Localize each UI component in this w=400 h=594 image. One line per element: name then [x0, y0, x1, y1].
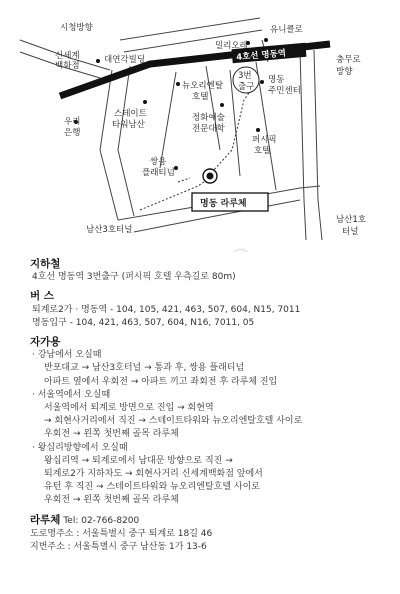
bus-line-1: 퇴계로2가 · 명동역 - 104, 105, 421, 463, 507, 604, N15, 7011: [32, 304, 301, 315]
route-step: 서울역에서 퇴계로 방면으로 진입 → 회현역: [44, 403, 214, 414]
destination-marker: [192, 169, 268, 211]
route-step: 우회전 → 왼쪽 첫번째 골목 라루체: [44, 429, 179, 440]
label-shinsegae-1: 신세계: [55, 51, 80, 61]
route-step: 퇴계로2가 지하차도 → 회현사거리 신세계백화점 앞에서: [44, 469, 263, 480]
label-woori-1: 우리: [64, 117, 81, 127]
subway-line-label: 4호선 명동역: [235, 48, 287, 63]
label-city-hall: 시청방향: [60, 23, 93, 33]
watermark: [147, 247, 261, 252]
label-namsan1-1: 남산1호: [336, 215, 367, 225]
route-heading: · 왕십리방향에서 오실때: [32, 442, 128, 453]
subway-line: 4호선 명동역 3번출구 (퍼시픽 호텔 우측길로 80m): [32, 272, 236, 283]
route-step: 유턴 후 직진 → 스테이트타워와 뉴오리엔탈호텔 사이로: [44, 482, 260, 493]
label-uniqlo: 유니클로: [270, 25, 303, 35]
label-jeonghwa-2: 전문대학: [192, 124, 225, 134]
label-shinsegae-2: 백화점: [55, 61, 80, 71]
route-step: → 회현사거리에서 직진 → 스테이트타워와 뉴오리엔탈호텔 사이로: [44, 416, 303, 427]
bus-line-2: 명동입구 - 104, 421, 463, 507, 604, N16, 7011, 05: [32, 317, 255, 328]
bus-title: 버 스: [30, 290, 54, 303]
route-heading: · 강남에서 오실때: [32, 350, 102, 361]
contact-name: 라루체: [30, 513, 61, 526]
label-woori-2: 은행: [64, 128, 81, 138]
route-heading: · 서울역에서 오실때: [32, 389, 111, 400]
route-step: 왕십리역 → 퇴계로에서 남대문 방향으로 직진 →: [44, 455, 233, 466]
label-chungmuro-2: 방향: [336, 67, 353, 77]
route-step: 우회전 → 왼쪽 첫번째 골목 라루체: [44, 495, 179, 506]
road-address: 도로명주소 : 서울특별시 중구 퇴계로 18길 46: [30, 528, 213, 539]
route-step: 아파트 옆에서 우회전 → 아파트 끼고 좌회전 후 라루체 진입: [44, 376, 278, 387]
label-exit3-2: 출구: [238, 82, 255, 92]
tel-label: Tel:: [63, 515, 79, 526]
location-map: [0, 0, 400, 252]
label-state-tower-2: 타워남산: [112, 120, 145, 130]
label-namsan3: 남산3호터널: [86, 225, 133, 235]
tel-number[interactable]: 02-766-8200: [81, 515, 140, 526]
subway-title: 지하철: [30, 258, 61, 270]
destination-label: 명동 라루체: [200, 199, 247, 209]
label-new-oriental-1: 뉴오리엔탈: [182, 81, 224, 91]
label-community-2: 주민센터: [268, 86, 301, 96]
contact-line: [30, 514, 390, 528]
label-ssangyong-2: 플래티넘: [142, 168, 175, 178]
label-daeyeon: 대연각빌딩: [104, 55, 146, 65]
label-community-1: 명동: [268, 75, 285, 85]
label-millieore: 밀리오레: [215, 41, 248, 51]
label-pacific-1: 퍼시픽: [252, 135, 277, 145]
route-step: 반포대교 → 남산3호터널 → 통과 후, 쌍용 플래티넘: [44, 363, 245, 374]
label-namsan1-2: 터널: [342, 227, 359, 237]
car-title: 자가용: [30, 336, 61, 349]
label-pacific-2: 호텔: [254, 146, 271, 156]
label-ssangyong-1: 쌍용: [150, 157, 167, 167]
label-new-oriental-2: 호텔: [192, 92, 209, 102]
label-state-tower-1: 스테이트: [114, 109, 147, 119]
label-exit3-1: 3번: [238, 71, 252, 81]
label-jeonghwa-1: 정화예술: [192, 113, 225, 123]
lot-address: 지번주소 : 서울특별시 중구 남산동 1가 13-6: [30, 542, 207, 553]
label-chungmuro-1: 충무로: [336, 55, 361, 65]
directions-panel: [30, 258, 390, 554]
